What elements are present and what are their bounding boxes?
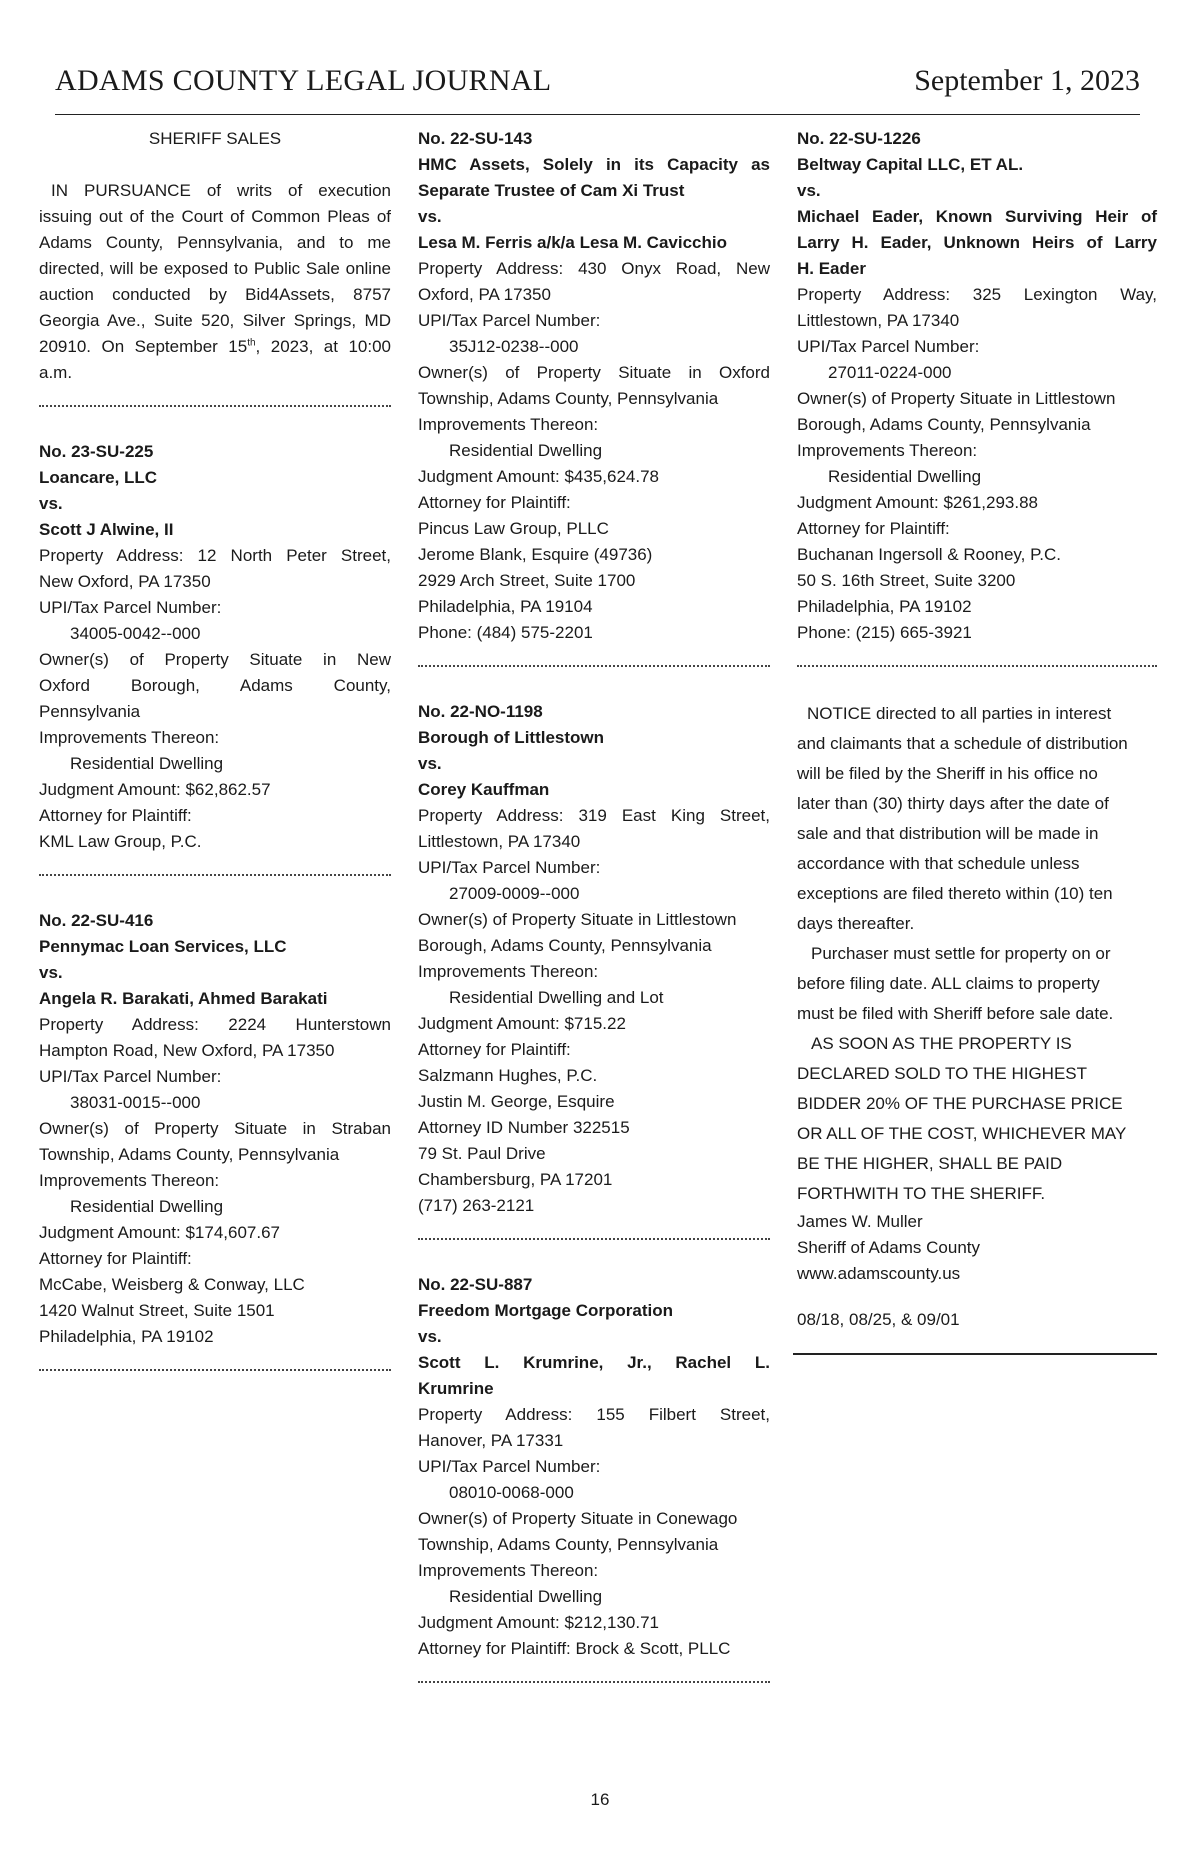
section-heading: SHERIFF SALES — [148, 129, 282, 148]
plaintiff: Borough of Littlestown — [418, 728, 605, 747]
versus: vs. — [39, 963, 63, 982]
upi-number: 27011-0224-000 — [828, 363, 952, 382]
column-1 — [39, 126, 391, 1403]
notice-line: BIDDER 20% OF THE PURCHASE PRICE — [797, 1094, 1123, 1113]
attorney-line: Jerome Blank, Esquire (49736) — [418, 545, 653, 564]
improvements: Residential Dwelling — [449, 1587, 603, 1606]
judgment-amount: Judgment Amount: $261,293.88 — [797, 493, 1039, 512]
property-address-cont: New Oxford, PA 17350 — [39, 572, 211, 591]
dotted-divider — [418, 1681, 770, 1683]
attorney-label: Attorney for Plaintiff: — [39, 806, 192, 825]
case-22-no-1198 — [418, 699, 770, 1219]
notice-line: NOTICE directed to all parties in interest — [807, 704, 1112, 723]
judgment-amount: Judgment Amount: $62,862.57 — [39, 780, 271, 799]
notice-line: Purchaser must settle for property on or — [811, 944, 1111, 963]
page-number: 16 — [590, 1790, 610, 1809]
case-number: No. 22-NO-1198 — [418, 702, 543, 721]
notice-line: accordance with that schedule unless — [797, 854, 1080, 873]
notice-line: days thereafter. — [797, 914, 915, 933]
attorney-line: KML Law Group, P.C. — [39, 832, 202, 851]
owner-line: Owner(s) of Property Situate in Littlestown — [797, 389, 1116, 408]
upi-label: UPI/Tax Parcel Number: — [39, 1067, 222, 1086]
case-number: No. 22-SU-887 — [418, 1275, 533, 1294]
property-address: Property Address: 2224 Hunterstown — [39, 1015, 391, 1034]
property-address: Property Address: 325 Lexington Way, — [797, 285, 1157, 304]
solid-divider — [793, 1353, 1157, 1355]
column-2 — [418, 126, 770, 1715]
owner-line: Owner(s) of Property Situate in Conewago — [418, 1509, 738, 1528]
plaintiff-cont: Separate Trustee of Cam Xi Trust — [418, 181, 685, 200]
case-22-su-1226 — [797, 126, 1157, 646]
case-23-su-225 — [39, 439, 391, 855]
attorney-label: Attorney for Plaintiff: — [797, 519, 950, 538]
attorney-line: Philadelphia, PA 19104 — [418, 597, 593, 616]
attorney-line: Philadelphia, PA 19102 — [797, 597, 972, 616]
notice-line: before filing date. ALL claims to property — [797, 974, 1100, 993]
attorney-line: Buchanan Ingersoll & Rooney, P.C. — [797, 545, 1061, 564]
case-22-su-416 — [39, 908, 391, 1350]
owner-line: Borough, Adams County, Pennsylvania — [418, 936, 712, 955]
improvements-label: Improvements Thereon: — [39, 728, 220, 747]
column-3 — [797, 126, 1157, 1355]
case-22-su-887 — [418, 1272, 770, 1662]
notice-line: BE THE HIGHER, SHALL BE PAID — [797, 1154, 1063, 1173]
improvements: Residential Dwelling — [70, 754, 224, 773]
plaintiff: Freedom Mortgage Corporation — [418, 1301, 674, 1320]
improvements-label: Improvements Thereon: — [418, 415, 599, 434]
attorney-line: Attorney for Plaintiff: Brock & Scott, PLLC — [418, 1639, 731, 1658]
defendant: Scott J Alwine, II — [39, 520, 174, 539]
notice-line: will be filed by the Sheriff in his office no — [797, 764, 1098, 783]
attorney-label: Attorney for Plaintiff: — [418, 493, 571, 512]
upi-number: 27009-0009--000 — [449, 884, 580, 903]
improvements: Residential Dwelling — [70, 1197, 224, 1216]
notice-line: exceptions are filed thereto within (10) ten — [797, 884, 1113, 903]
dotted-divider — [39, 405, 391, 407]
property-address-cont: Hanover, PA 17331 — [418, 1431, 564, 1450]
property-address: Property Address: 12 North Peter Street, — [39, 546, 391, 565]
attorney-line: 2929 Arch Street, Suite 1700 — [418, 571, 636, 590]
intro-paragraph: IN PURSUANCE of writs of execution issuing out of the Court of Common Pleas of Adams County, Pennsylvania, and to me directed, will be exposed to Public Sale online auction conducted by Bid4Assets, 8757 Georgia Ave., Suite 520, Silver Springs, MD 20910. On September 15th, 2023, at 10:00 a.m. — [39, 181, 391, 382]
case-number: No. 22-SU-416 — [39, 911, 154, 930]
improvements-label: Improvements Thereon: — [418, 1561, 599, 1580]
plaintiff: Pennymac Loan Services, LLC — [39, 937, 287, 956]
upi-label: UPI/Tax Parcel Number: — [39, 598, 222, 617]
defendant: Corey Kauffman — [418, 780, 550, 799]
journal-title: ADAMS COUNTY LEGAL JOURNAL — [55, 64, 552, 97]
owner-line: Oxford Borough, Adams County, — [39, 676, 391, 695]
judgment-amount: Judgment Amount: $435,624.78 — [418, 467, 660, 486]
defendant-cont: Krumrine — [418, 1379, 494, 1398]
masthead — [55, 64, 1140, 115]
attorney-label: Attorney for Plaintiff: — [418, 1040, 571, 1059]
defendant-cont: H. Eader — [797, 259, 866, 278]
notice-line: must be filed with Sheriff before sale date. — [797, 1004, 1114, 1023]
improvements: Residential Dwelling and Lot — [449, 988, 664, 1007]
attorney-line: 1420 Walnut Street, Suite 1501 — [39, 1301, 275, 1320]
defendant: Scott L. Krumrine, Jr., Rachel L. — [418, 1353, 770, 1372]
owner-line: Township, Adams County, Pennsylvania — [418, 389, 719, 408]
plaintiff: Loancare, LLC — [39, 468, 158, 487]
attorney-line: (717) 263-2121 — [418, 1196, 535, 1215]
attorney-line: Philadelphia, PA 19102 — [39, 1327, 214, 1346]
versus: vs. — [797, 181, 821, 200]
attorney-line: Salzmann Hughes, P.C. — [418, 1066, 598, 1085]
attorney-line: McCabe, Weisberg & Conway, LLC — [39, 1275, 305, 1294]
property-address-cont: Oxford, PA 17350 — [418, 285, 551, 304]
notice-line: FORTHWITH TO THE SHERIFF. — [797, 1184, 1046, 1203]
versus: vs. — [39, 494, 63, 513]
upi-number: 34005-0042--000 — [70, 624, 201, 643]
notice-line: and claimants that a schedule of distribution — [797, 734, 1128, 753]
dotted-divider — [39, 874, 391, 876]
distribution-notice — [797, 699, 1157, 1333]
improvements: Residential Dwelling — [828, 467, 982, 486]
defendant-cont: Larry H. Eader, Unknown Heirs of Larry — [797, 233, 1157, 252]
property-address-cont: Littlestown, PA 17340 — [418, 832, 581, 851]
property-address-cont: Hampton Road, New Oxford, PA 17350 — [39, 1041, 335, 1060]
notice-line: OR ALL OF THE COST, WHICHEVER MAY — [797, 1124, 1127, 1143]
notice-line: DECLARED SOLD TO THE HIGHEST — [797, 1064, 1088, 1083]
defendant: Lesa M. Ferris a/k/a Lesa M. Cavicchio — [418, 233, 727, 252]
judgment-amount: Judgment Amount: $212,130.71 — [418, 1613, 660, 1632]
upi-label: UPI/Tax Parcel Number: — [797, 337, 980, 356]
attorney-line: 79 St. Paul Drive — [418, 1144, 546, 1163]
owner-line: Pennsylvania — [39, 702, 141, 721]
property-address: Property Address: 430 Onyx Road, New — [418, 259, 770, 278]
attorney-line: 50 S. 16th Street, Suite 3200 — [797, 571, 1016, 590]
versus: vs. — [418, 1327, 442, 1346]
case-number: No. 22-SU-143 — [418, 129, 533, 148]
owner-line: Owner(s) of Property Situate in Littlestown — [418, 910, 737, 929]
publication-dates: 08/18, 08/25, & 09/01 — [797, 1310, 960, 1329]
sheriff-title: Sheriff of Adams County — [797, 1238, 981, 1257]
property-address: Property Address: 319 East King Street, — [418, 806, 770, 825]
upi-label: UPI/Tax Parcel Number: — [418, 311, 601, 330]
owner-line: Township, Adams County, Pennsylvania — [418, 1535, 719, 1554]
property-address: Property Address: 155 Filbert Street, — [418, 1405, 770, 1424]
case-number: No. 23-SU-225 — [39, 442, 154, 461]
attorney-line: Attorney ID Number 322515 — [418, 1118, 630, 1137]
upi-number: 35J12-0238--000 — [449, 337, 579, 356]
owner-line: Owner(s) of Property Situate in Straban — [39, 1119, 391, 1138]
attorney-label: Attorney for Plaintiff: — [39, 1249, 192, 1268]
notice-line: sale and that distribution will be made in — [797, 824, 1099, 843]
improvements-label: Improvements Thereon: — [39, 1171, 220, 1190]
upi-number: 38031-0015--000 — [70, 1093, 201, 1112]
attorney-line: Phone: (215) 665-3921 — [797, 623, 972, 642]
dotted-divider — [39, 1369, 391, 1371]
property-address-cont: Littlestown, PA 17340 — [797, 311, 960, 330]
judgment-amount: Judgment Amount: $174,607.67 — [39, 1223, 281, 1242]
sheriff-website[interactable]: www.adamscounty.us — [797, 1264, 961, 1283]
sheriff-name: James W. Muller — [797, 1212, 923, 1231]
defendant: Angela R. Barakati, Ahmed Barakati — [39, 989, 328, 1008]
dotted-divider — [418, 665, 770, 667]
upi-label: UPI/Tax Parcel Number: — [418, 858, 601, 877]
case-22-su-143 — [418, 126, 770, 646]
improvements: Residential Dwelling — [449, 441, 603, 460]
owner-line: Owner(s) of Property Situate in Oxford — [418, 363, 770, 382]
attorney-line: Chambersburg, PA 17201 — [418, 1170, 613, 1189]
improvements-label: Improvements Thereon: — [797, 441, 978, 460]
versus: vs. — [418, 207, 442, 226]
owner-line: Township, Adams County, Pennsylvania — [39, 1145, 340, 1164]
improvements-label: Improvements Thereon: — [418, 962, 599, 981]
plaintiff: HMC Assets, Solely in its Capacity as — [418, 155, 770, 174]
plaintiff: Beltway Capital LLC, ET AL. — [797, 155, 1024, 174]
attorney-line: Justin M. George, Esquire — [418, 1092, 615, 1111]
upi-number: 08010-0068-000 — [449, 1483, 574, 1502]
upi-label: UPI/Tax Parcel Number: — [418, 1457, 601, 1476]
attorney-line: Phone: (484) 575-2201 — [418, 623, 593, 642]
intro-section — [39, 126, 391, 386]
case-number: No. 22-SU-1226 — [797, 129, 921, 148]
owner-line: Borough, Adams County, Pennsylvania — [797, 415, 1091, 434]
attorney-line: Pincus Law Group, PLLC — [418, 519, 609, 538]
defendant: Michael Eader, Known Surviving Heir of — [797, 207, 1157, 226]
judgment-amount: Judgment Amount: $715.22 — [418, 1014, 626, 1033]
notice-line: AS SOON AS THE PROPERTY IS — [811, 1034, 1072, 1053]
versus: vs. — [418, 754, 442, 773]
dotted-divider — [797, 665, 1157, 667]
notice-line: later than (30) thirty days after the date of — [797, 794, 1109, 813]
owner-line: Owner(s) of Property Situate in New — [39, 650, 391, 669]
issue-date: September 1, 2023 — [914, 64, 1140, 97]
dotted-divider — [418, 1238, 770, 1240]
